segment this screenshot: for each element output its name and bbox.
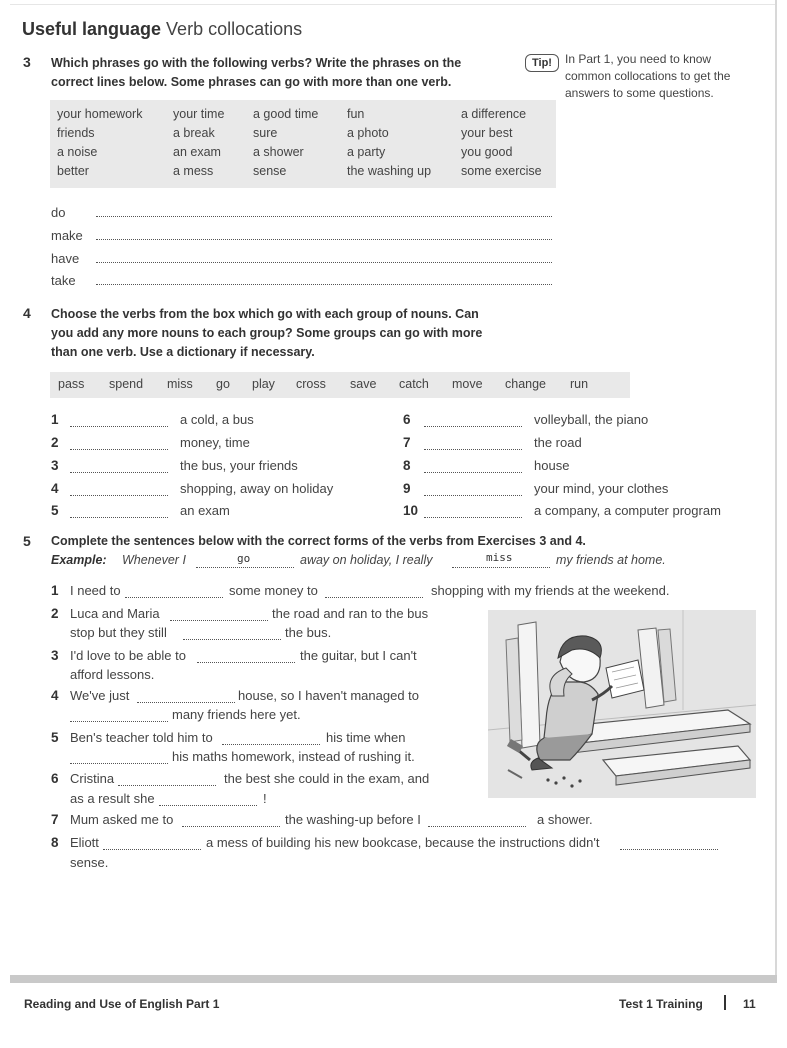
sentence-part: a mess of building his new bookcase, because the instructions didn't <box>206 835 600 850</box>
verb-label: take <box>51 273 76 288</box>
phrase-item: a photo <box>347 126 389 140</box>
sentence-blank <box>620 849 718 850</box>
phrase-item: fun <box>347 107 365 121</box>
phrase-item: the washing up <box>347 164 432 178</box>
phrase-item: a good time <box>253 107 319 121</box>
answer-blank <box>424 449 522 450</box>
sentence-part: Cristina <box>70 771 115 786</box>
sentence-part: afford lessons. <box>70 667 155 682</box>
item-number: 4 <box>51 481 59 496</box>
sentence-blank <box>428 826 526 827</box>
phrase-item: your homework <box>57 107 143 121</box>
verb-box-word: change <box>505 377 547 391</box>
exercise-3-number: 3 <box>23 54 31 70</box>
sentence-part: I'd love to be able to <box>70 648 186 663</box>
item-number: 2 <box>51 435 59 450</box>
sentence-part: shopping with my friends at the weekend. <box>431 583 670 598</box>
top-rule <box>10 4 777 5</box>
answer-blank <box>70 495 168 496</box>
noun-group: money, time <box>180 435 250 450</box>
answer-blank <box>424 426 522 427</box>
sentence-blank <box>118 785 216 786</box>
sentence-blank <box>170 620 268 621</box>
instruction-line: Which phrases go with the following verbs? Write the phrases on the <box>51 56 462 70</box>
example-part: my friends at home. <box>556 553 666 567</box>
sentence-blank <box>159 805 257 806</box>
verb-box-word: cross <box>296 377 326 391</box>
sentence-part: Mum asked me to <box>70 812 174 827</box>
sentence-part: stop but they still <box>70 625 167 640</box>
instruction-line: correct lines below. Some phrases can go with more than one verb. <box>51 75 452 89</box>
verb-box-word: go <box>216 377 230 391</box>
verb-box-word: spend <box>109 377 144 391</box>
instruction-line: than one verb. Use a dictionary if necessary. <box>51 345 315 359</box>
sentence-part: his time when <box>326 730 406 745</box>
sentence-part: the road and ran to the bus <box>272 606 429 621</box>
phrase-item: a noise <box>57 145 98 159</box>
noun-group: your mind, your clothes <box>534 481 669 496</box>
exercise-4-number: 4 <box>23 305 31 321</box>
answer-line <box>96 216 552 217</box>
sentence-part: as a result she <box>70 791 155 806</box>
phrase-item: sense <box>253 164 287 178</box>
noun-group: a cold, a bus <box>180 412 254 427</box>
example-label: Example: <box>51 553 107 567</box>
sentence-part: the best she could in the exam, and <box>224 771 430 786</box>
sentence-number: 6 <box>51 771 59 786</box>
sentence-blank <box>325 597 423 598</box>
sentence-blank <box>222 744 320 745</box>
answer-blank <box>424 495 522 496</box>
instruction-line: Choose the verbs from the box which go with each group of nouns. Can <box>51 307 479 321</box>
verb-box-word: catch <box>399 377 429 391</box>
answer-line <box>96 239 552 240</box>
phrase-item: your best <box>461 126 513 140</box>
phrase-item: better <box>57 164 89 178</box>
sentence-part: Luca and Maria <box>70 606 160 621</box>
phrase-item: a mess <box>173 164 214 178</box>
example-sentence <box>51 553 107 567</box>
page-edge <box>775 0 777 975</box>
verb-box-word: move <box>452 377 483 391</box>
title-bold: Useful language <box>22 19 162 39</box>
sentence-part: sense. <box>70 855 109 870</box>
verb-box-word: miss <box>167 377 193 391</box>
answer-line <box>96 284 552 285</box>
answer-blank <box>424 517 522 518</box>
tip-line: common collocations to get the <box>565 69 731 83</box>
sentence-blank <box>197 662 295 663</box>
sentence-part: the washing-up before I <box>285 812 421 827</box>
sentence-part: We've just <box>70 688 130 703</box>
footer-separator <box>724 995 726 1010</box>
answer-blank <box>70 449 168 450</box>
sentence-number: 1 <box>51 583 59 598</box>
verb-box-word: run <box>570 377 589 391</box>
phrase-item: your time <box>173 107 225 121</box>
tip-badge: Tip! <box>525 54 559 72</box>
sentence-part: I need to <box>70 583 121 598</box>
verb-box-word: pass <box>58 377 85 391</box>
item-number: 10 <box>403 503 419 518</box>
sentence-blank <box>137 702 235 703</box>
exercise-5-instruction: Complete the sentences below with the correct forms of the verbs from Exercises 3 and 4. <box>51 534 586 548</box>
sentence-number: 8 <box>51 835 59 850</box>
verb-label: do <box>51 205 66 220</box>
phrase-item: a shower <box>253 145 304 159</box>
phrase-item: a party <box>347 145 386 159</box>
title-subtitle: Verb collocations <box>166 19 303 39</box>
sentence-part: Ben's teacher told him to <box>70 730 213 745</box>
footer-bar <box>10 975 777 983</box>
example-answer: go <box>237 552 251 565</box>
exercise-5-number: 5 <box>23 533 31 549</box>
footer-section-title: Reading and Use of English Part 1 <box>24 997 220 1011</box>
phrase-item: you good <box>461 145 513 159</box>
item-number: 5 <box>51 503 59 518</box>
verb-box-word: save <box>350 377 377 391</box>
item-number: 9 <box>403 481 411 496</box>
verb-label: make <box>51 228 83 243</box>
example-blank <box>452 567 550 568</box>
sentence-part: the bus. <box>285 625 332 640</box>
phrase-item: friends <box>57 126 95 140</box>
instruction-line: you add any more nouns to each group? Some groups can go with more <box>51 326 483 340</box>
noun-group: an exam <box>180 503 230 518</box>
sentence-blank <box>70 763 168 764</box>
sentence-blank <box>125 597 223 598</box>
sentence-number: 5 <box>51 730 59 745</box>
sentence-part: the guitar, but I can't <box>300 648 417 663</box>
noun-group: a company, a computer program <box>534 503 721 518</box>
sentence-number: 2 <box>51 606 59 621</box>
phrase-item: some exercise <box>461 164 542 178</box>
bookcase-illustration-svg <box>488 610 756 798</box>
answer-blank <box>70 426 168 427</box>
tip-text <box>565 51 755 102</box>
item-number: 6 <box>403 412 411 427</box>
sentence-blank <box>182 826 280 827</box>
footer-test-label: Test 1 Training <box>619 997 703 1011</box>
phrase-item: a difference <box>461 107 527 121</box>
tip-line: answers to some questions. <box>565 86 714 100</box>
boy-building-bookcase-illustration <box>488 610 756 798</box>
noun-group: volleyball, the piano <box>534 412 649 427</box>
sentence-part: many friends here yet. <box>172 707 301 722</box>
verb-label: have <box>51 251 80 266</box>
verb-box-word: play <box>252 377 275 391</box>
noun-group: shopping, away on holiday <box>180 481 334 496</box>
item-number: 8 <box>403 458 411 473</box>
phrase-item: sure <box>253 126 278 140</box>
answer-blank <box>70 517 168 518</box>
page-title <box>22 19 302 40</box>
sentence-part: his maths homework, instead of rushing it. <box>172 749 415 764</box>
example-blank <box>196 567 294 568</box>
item-number: 3 <box>51 458 59 473</box>
exercise-3-instruction <box>51 54 461 92</box>
example-answer: miss <box>486 551 513 564</box>
sentence-part: house, so I haven't managed to <box>238 688 419 703</box>
answer-line <box>96 262 552 263</box>
answer-blank <box>70 472 168 473</box>
sentence-part: a shower. <box>537 812 593 827</box>
example-part: Whenever I <box>122 553 186 567</box>
sentence-blank <box>183 639 281 640</box>
phrase-item: a break <box>173 126 215 140</box>
sentence-part: some money to <box>229 583 318 598</box>
sentence-number: 4 <box>51 688 59 703</box>
sentence-part: ! <box>263 791 267 806</box>
phrase-item: an exam <box>173 145 221 159</box>
exercise-4-instruction <box>51 305 482 362</box>
noun-group: the bus, your friends <box>180 458 298 473</box>
sentence-number: 3 <box>51 648 59 663</box>
sentence-blank <box>70 721 168 722</box>
sentence-part: Eliott <box>70 835 99 850</box>
sentence-blank <box>103 849 201 850</box>
noun-group: the road <box>534 435 582 450</box>
tip-line: In Part 1, you need to know <box>565 52 712 66</box>
noun-group: house <box>534 458 570 473</box>
page-number: 11 <box>743 997 756 1011</box>
item-number: 7 <box>403 435 411 450</box>
sentence-number: 7 <box>51 812 59 827</box>
item-number: 1 <box>51 412 59 427</box>
example-part: away on holiday, I really <box>300 553 433 567</box>
answer-blank <box>424 472 522 473</box>
